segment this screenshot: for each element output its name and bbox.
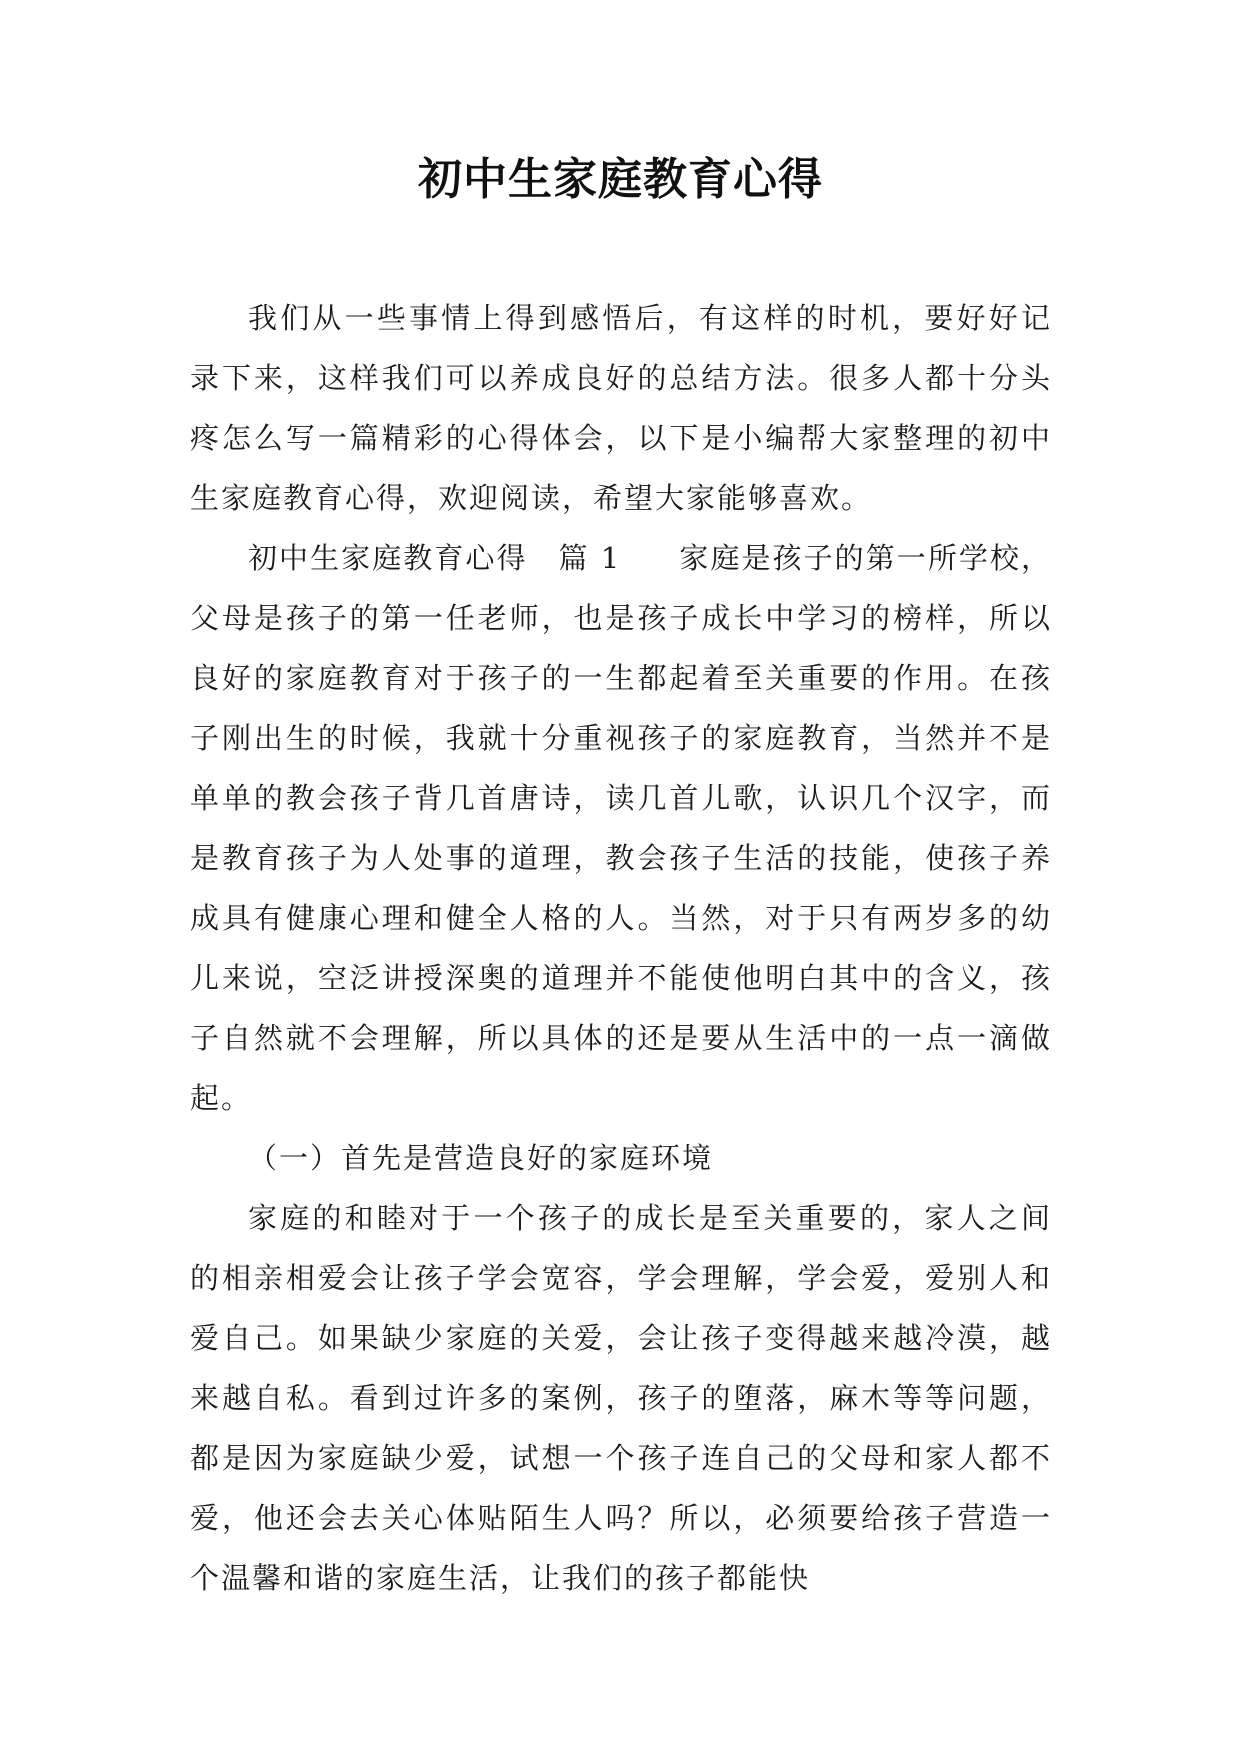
- subheading-1: （一）首先是营造良好的家庭环境: [248, 1141, 714, 1175]
- document-title: 初中生家庭教育心得: [418, 154, 823, 205]
- document-body: [190, 288, 1052, 1608]
- paragraph-2: 家庭的和睦对于一个孩子的成长是至关重要的，家人之间的相亲相爱会让孩子学会宽容，学会理解，学会爱，爱别人和爱自己。如果缺少家庭的关爱，会让孩子变得越来越冷漠，越来越自私。看到过许多的案例，孩子的堕落，麻木等等问题，都是因为家庭缺少爱，试想一个孩子连自己的父母和家人都不爱，他还会去关心体贴陌生人吗？所以，必须要给孩子营造一个温馨和谐的家庭生活，让我们的孩子都能快: [190, 1201, 1052, 1595]
- intro-paragraph: 我们从一些事情上得到感悟后，有这样的时机，要好好记录下来，这样我们可以养成良好的总结方法。很多人都十分头疼怎么写一篇精彩的心得体会，以下是小编帮大家整理的初中生家庭教育心得，欢迎阅读，希望大家能够喜欢。: [190, 301, 1052, 515]
- section-1-text: 家庭是孩子的第一所学校，父母是孩子的第一任老师，也是孩子成长中学习的榜样，所以良好的家庭教育对于孩子的一生都起着至关重要的作用。在孩子刚出生的时候，我就十分重视孩子的家庭教育，当然并不是单单的教会孩子背几首唐诗，读几首儿歌，认识几个汉字，而是教育孩子为人处事的道理，教会孩子生活的技能，使孩子养成具有健康心理和健全人格的人。当然，对于只有两岁多的幼儿来说，空泛讲授深奥的道理并不能使他明白其中的含义，孩子自然就不会理解，所以具体的还是要从生活中的一点一滴做起。: [190, 541, 1052, 1115]
- section-1-heading: 初中生家庭教育心得 篇 1: [248, 541, 622, 575]
- section-1-paragraph: [190, 528, 1052, 1128]
